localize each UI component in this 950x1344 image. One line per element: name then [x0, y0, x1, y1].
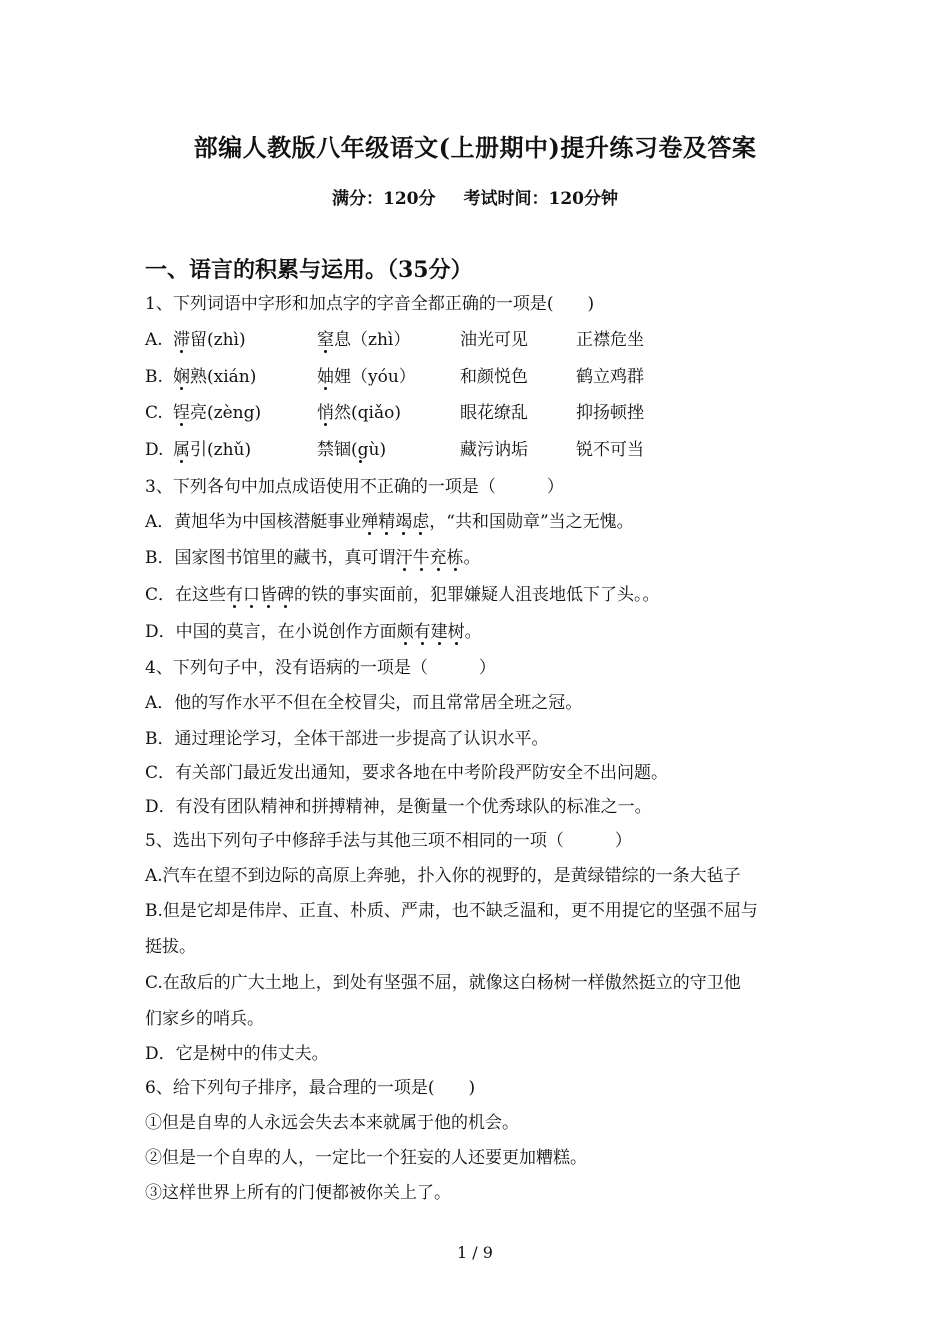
option-label: A. [145, 330, 163, 350]
question-4-stem: 4、下列句子中，没有语病的一项是（ ） [145, 658, 496, 678]
question-3-option-c: C．在这些有口皆碑的铁的事实面前，犯罪嫌疑人沮丧地低下了头。。 [145, 585, 660, 605]
question-4-option-b: B．通过理论学习，全体干部进一步提高了认识水平。 [145, 729, 549, 749]
question-3-option-b: B．国家图书馆里的藏书，真可谓汗牛充栋。 [145, 548, 481, 568]
question-6-sentence-3: ③这样世界上所有的门便都被你关上了。 [145, 1183, 451, 1203]
question-3-option-a: A．黄旭华为中国核潜艇事业殚精竭虑，“共和国勋章”当之无愧。 [145, 512, 634, 532]
word-1: 娴熟(xián) [173, 367, 257, 387]
word-1: 属引(zhǔ) [173, 440, 252, 460]
question-5-stem: 5、选出下列句子中修辞手法与其他三项不相同的一项（ ） [145, 831, 632, 851]
section-heading: 一、语言的积累与运用。（35分） [145, 257, 473, 283]
exam-info [0, 184, 950, 209]
full-score: 满分：120分 [332, 189, 436, 209]
question-6-sentence-1: ①但是自卑的人永远会失去本来就属于他的机会。 [145, 1113, 519, 1133]
question-1-stem: 1、下列词语中字形和加点字的字音全都正确的一项是( ) [145, 294, 595, 314]
question-5-option-b-cont: 挺拔。 [145, 937, 196, 957]
question-6-sentence-2: ②但是一个自卑的人，一定比一个狂妄的人还要更加糟糕。 [145, 1148, 587, 1168]
option-label: C. [145, 403, 163, 423]
word-3: 油光可见 [460, 330, 528, 350]
word-2: 悄然(qiǎo) [317, 403, 401, 423]
question-4-option-c: C．有关部门最近发出通知，要求各地在中考阶段严防安全不出问题。 [145, 763, 669, 783]
word-1: 滞留(zhì) [173, 330, 246, 350]
exam-time: 考试时间：120分钟 [463, 189, 618, 209]
option-label: D. [145, 440, 164, 460]
word-4: 鹤立鸡群 [576, 367, 644, 387]
page-number: 1 / 9 [457, 1243, 493, 1262]
question-5-option-a: A.汽车在望不到边际的高原上奔驰，扑入你的视野的，是黄绿错综的一条大毡子 [145, 866, 741, 886]
question-4-option-a: A．他的写作水平不但在全校冒尖，而且常常居全班之冠。 [145, 693, 583, 713]
page-title: 部编人教版八年级语文(上册期中)提升练习卷及答案 [193, 133, 757, 162]
word-3: 藏污讷垢 [460, 440, 528, 460]
question-5-option-c: C.在敌后的广大土地上，到处有坚强不屈，就像这白杨树一样傲然挺立的守卫他 [145, 973, 741, 993]
question-5-option-c-cont: 们家乡的哨兵。 [145, 1009, 264, 1029]
word-2: 禁锢(gù) [317, 440, 387, 460]
question-5-option-b: B.但是它却是伟岸、正直、朴质、严肃，也不缺乏温和，更不用提它的坚强不屈与 [145, 901, 758, 921]
word-2: 妯娌（yóu） [317, 367, 416, 387]
word-2: 窒息（zhì） [317, 330, 411, 350]
option-label: B. [145, 367, 163, 387]
word-4: 抑扬顿挫 [576, 403, 644, 423]
question-6-stem: 6、给下列句子排序，最合理的一项是( ) [145, 1078, 476, 1098]
word-1: 锃亮(zèng) [173, 403, 262, 423]
word-3: 眼花缭乱 [460, 403, 528, 423]
question-3-stem: 3、下列各句中加点成语使用不正确的一项是（ ） [145, 477, 564, 497]
word-4: 正襟危坐 [576, 330, 644, 350]
question-5-option-d: D．它是树中的伟丈夫。 [145, 1044, 329, 1064]
question-3-option-d: D．中国的莫言，在小说创作方面颇有建树。 [145, 622, 482, 642]
word-4: 锐不可当 [576, 440, 644, 460]
word-3: 和颜悦色 [460, 367, 528, 387]
question-4-option-d: D．有没有团队精神和拼搏精神，是衡量一个优秀球队的标准之一。 [145, 797, 652, 817]
